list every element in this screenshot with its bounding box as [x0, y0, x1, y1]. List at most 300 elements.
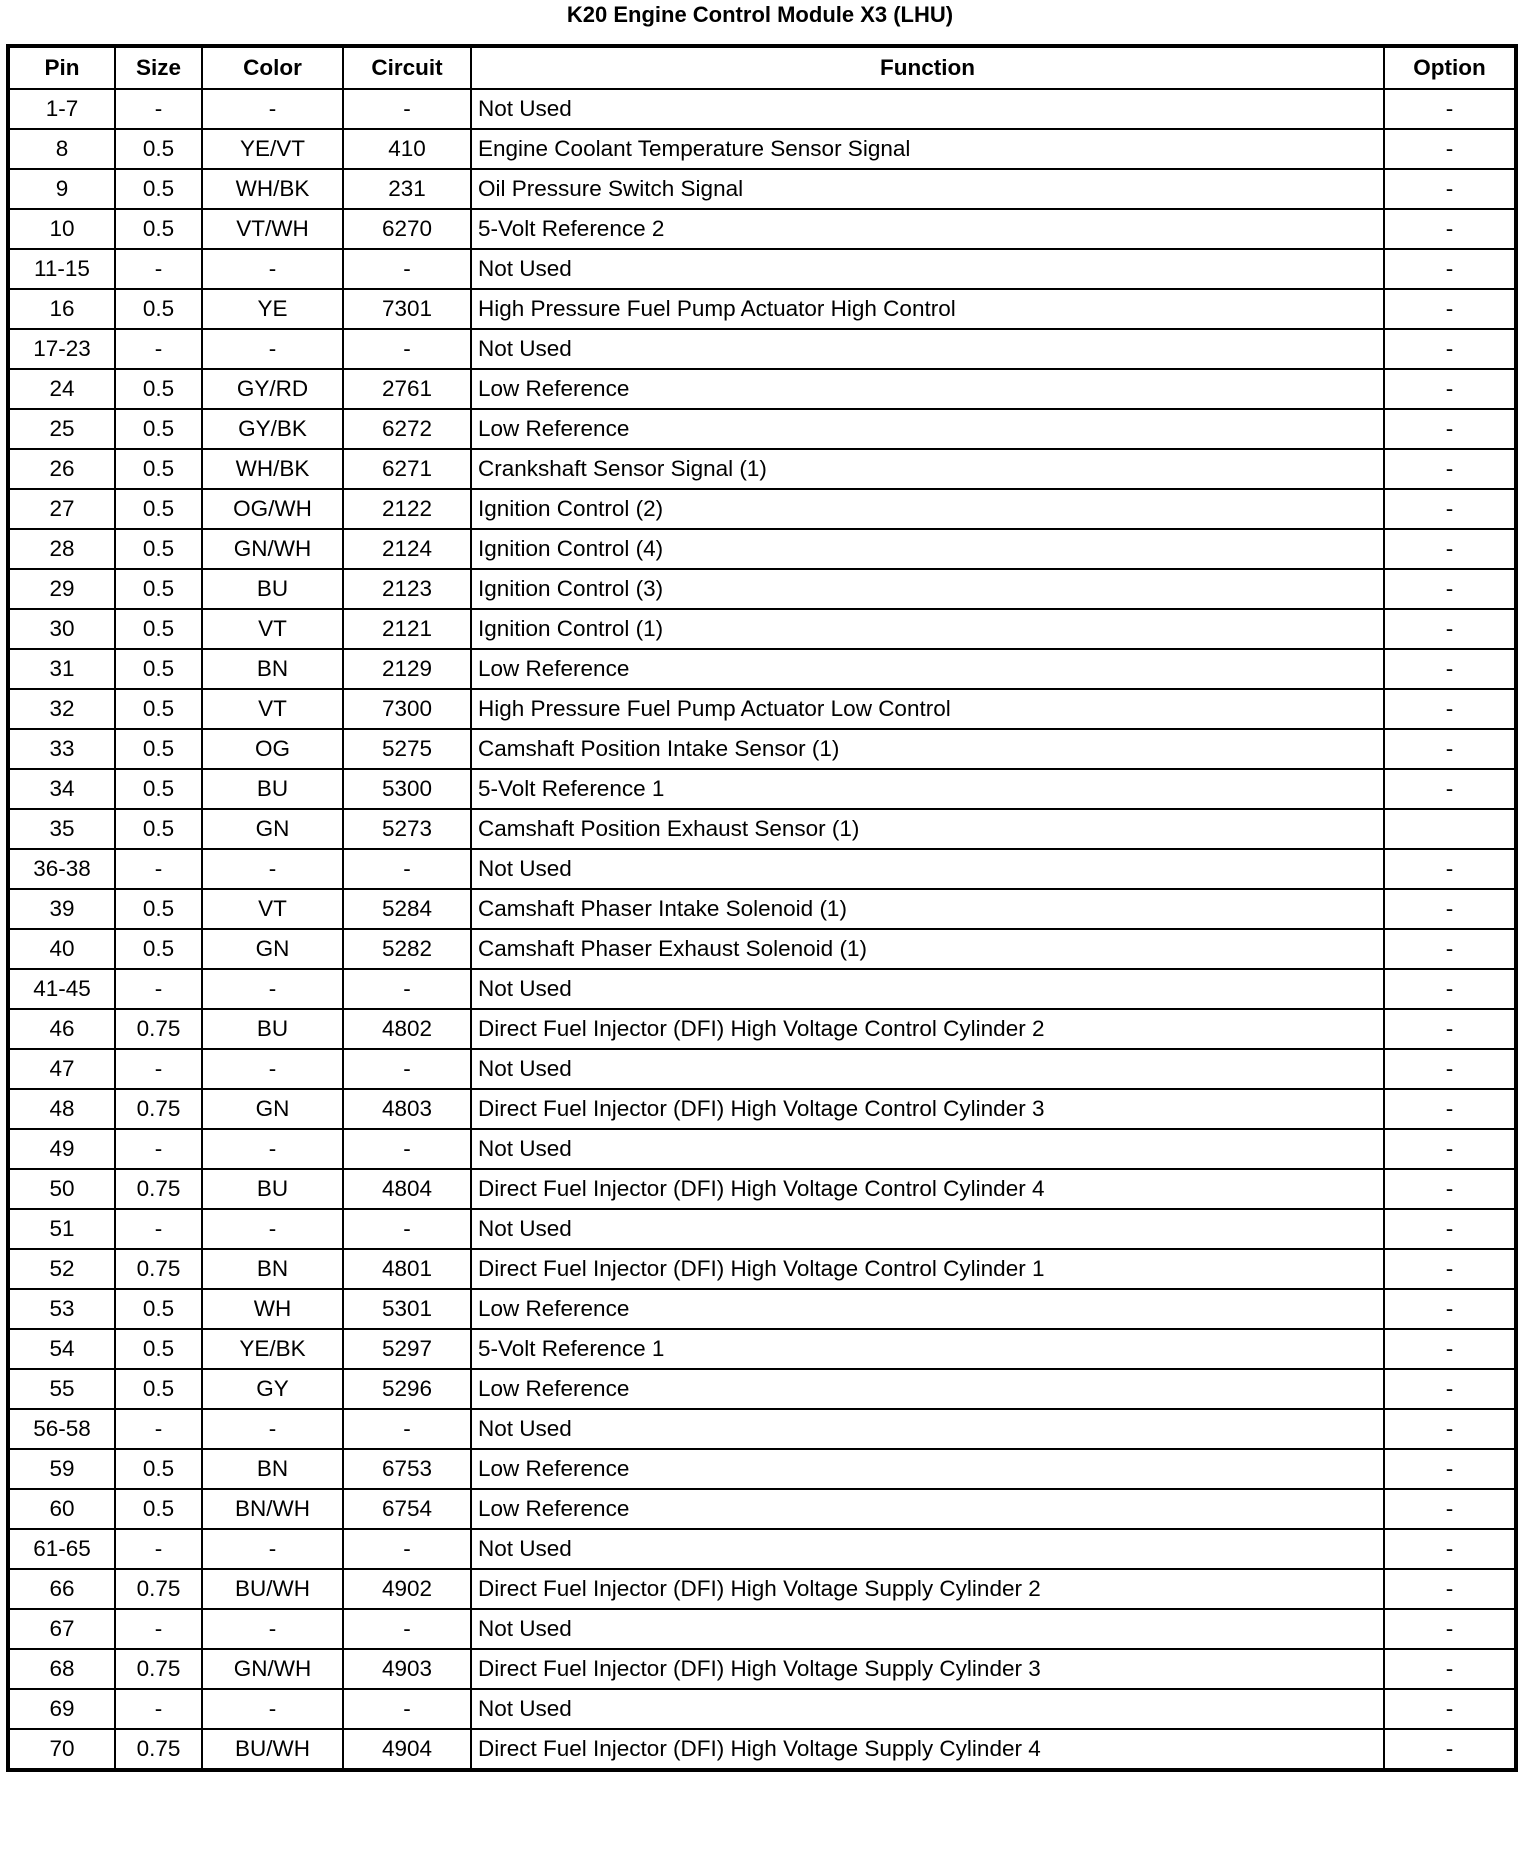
cell-size: 0.5: [115, 569, 202, 609]
cell-function: Low Reference: [471, 1289, 1384, 1329]
cell-size: 0.5: [115, 409, 202, 449]
cell-circuit: -: [343, 249, 471, 289]
cell-circuit: 6754: [343, 1489, 471, 1529]
cell-option: -: [1384, 889, 1516, 929]
cell-size: -: [115, 1049, 202, 1089]
cell-size: 0.5: [115, 769, 202, 809]
cell-function: Camshaft Phaser Intake Solenoid (1): [471, 889, 1384, 929]
cell-function: Camshaft Position Intake Sensor (1): [471, 729, 1384, 769]
cell-color: YE/VT: [202, 129, 343, 169]
cell-circuit: 4904: [343, 1729, 471, 1770]
table-row: [8, 1609, 1516, 1649]
table-row: [8, 1009, 1516, 1049]
table-row: [8, 929, 1516, 969]
cell-function: Direct Fuel Injector (DFI) High Voltage Control Cylinder 3: [471, 1089, 1384, 1129]
cell-color: BU/WH: [202, 1729, 343, 1770]
cell-function: Ignition Control (1): [471, 609, 1384, 649]
cell-size: 0.5: [115, 1329, 202, 1369]
cell-size: 0.5: [115, 1289, 202, 1329]
cell-color: GY/BK: [202, 409, 343, 449]
cell-option: -: [1384, 129, 1516, 169]
cell-size: -: [115, 1209, 202, 1249]
cell-color: WH/BK: [202, 169, 343, 209]
cell-pin: 27: [8, 489, 115, 529]
cell-color: -: [202, 1609, 343, 1649]
cell-size: 0.75: [115, 1009, 202, 1049]
cell-circuit: 4802: [343, 1009, 471, 1049]
table-row: [8, 1169, 1516, 1209]
cell-color: -: [202, 89, 343, 129]
table-row: [8, 889, 1516, 929]
cell-function: Direct Fuel Injector (DFI) High Voltage Control Cylinder 1: [471, 1249, 1384, 1289]
table-row: [8, 1089, 1516, 1129]
cell-pin: 10: [8, 209, 115, 249]
cell-circuit: -: [343, 969, 471, 1009]
cell-option: -: [1384, 1089, 1516, 1129]
cell-option: -: [1384, 529, 1516, 569]
cell-pin: 16: [8, 289, 115, 329]
table-row: [8, 1729, 1516, 1770]
cell-pin: 69: [8, 1689, 115, 1729]
cell-color: GN/WH: [202, 1649, 343, 1689]
cell-circuit: 4801: [343, 1249, 471, 1289]
table-row: [8, 249, 1516, 289]
table-row: [8, 1449, 1516, 1489]
cell-color: BN: [202, 1249, 343, 1289]
page-title: K20 Engine Control Module X3 (LHU): [566, 2, 954, 27]
cell-circuit: 4902: [343, 1569, 471, 1609]
cell-option: -: [1384, 649, 1516, 689]
cell-option: -: [1384, 209, 1516, 249]
cell-function: Not Used: [471, 1209, 1384, 1249]
table-row: [8, 689, 1516, 729]
cell-circuit: 5275: [343, 729, 471, 769]
cell-circuit: -: [343, 1689, 471, 1729]
header-function: Function: [471, 46, 1384, 89]
cell-pin: 30: [8, 609, 115, 649]
cell-option: -: [1384, 969, 1516, 1009]
cell-pin: 51: [8, 1209, 115, 1249]
cell-size: 0.5: [115, 1369, 202, 1409]
cell-pin: 52: [8, 1249, 115, 1289]
cell-option: -: [1384, 1489, 1516, 1529]
cell-function: Not Used: [471, 1129, 1384, 1169]
cell-option: -: [1384, 1329, 1516, 1369]
cell-option: [1384, 809, 1516, 849]
cell-circuit: -: [343, 329, 471, 369]
table-row: [8, 1129, 1516, 1169]
cell-color: -: [202, 1689, 343, 1729]
cell-pin: 67: [8, 1609, 115, 1649]
cell-size: -: [115, 1409, 202, 1449]
cell-size: 0.5: [115, 689, 202, 729]
cell-size: 0.75: [115, 1569, 202, 1609]
cell-color: BU: [202, 569, 343, 609]
cell-circuit: 6753: [343, 1449, 471, 1489]
cell-circuit: 2121: [343, 609, 471, 649]
cell-option: -: [1384, 929, 1516, 969]
header-option: Option: [1384, 46, 1516, 89]
cell-pin: 33: [8, 729, 115, 769]
cell-option: -: [1384, 1289, 1516, 1329]
cell-function: Ignition Control (2): [471, 489, 1384, 529]
cell-size: 0.5: [115, 209, 202, 249]
cell-color: BN: [202, 649, 343, 689]
cell-size: 0.5: [115, 289, 202, 329]
cell-function: Not Used: [471, 969, 1384, 1009]
cell-option: -: [1384, 1049, 1516, 1089]
cell-size: -: [115, 89, 202, 129]
cell-function: Not Used: [471, 89, 1384, 129]
cell-size: 0.75: [115, 1249, 202, 1289]
cell-size: 0.5: [115, 889, 202, 929]
table-row: [8, 649, 1516, 689]
cell-size: 0.75: [115, 1729, 202, 1770]
cell-option: -: [1384, 1649, 1516, 1689]
cell-circuit: -: [343, 1409, 471, 1449]
cell-size: 0.5: [115, 489, 202, 529]
cell-pin: 56-58: [8, 1409, 115, 1449]
cell-size: 0.5: [115, 809, 202, 849]
cell-circuit: 2761: [343, 369, 471, 409]
cell-size: 0.5: [115, 729, 202, 769]
cell-option: -: [1384, 1409, 1516, 1449]
cell-circuit: -: [343, 89, 471, 129]
cell-color: WH/BK: [202, 449, 343, 489]
cell-color: -: [202, 249, 343, 289]
cell-circuit: 4903: [343, 1649, 471, 1689]
table-row: [8, 1689, 1516, 1729]
cell-circuit: 5300: [343, 769, 471, 809]
cell-circuit: 7300: [343, 689, 471, 729]
cell-pin: 34: [8, 769, 115, 809]
header-size: Size: [115, 46, 202, 89]
cell-size: 0.5: [115, 929, 202, 969]
cell-function: Not Used: [471, 1049, 1384, 1089]
cell-function: Not Used: [471, 329, 1384, 369]
cell-color: YE/BK: [202, 1329, 343, 1369]
table-row: [8, 1289, 1516, 1329]
cell-size: -: [115, 969, 202, 1009]
cell-size: -: [115, 1129, 202, 1169]
cell-size: 0.5: [115, 1449, 202, 1489]
table-row: [8, 449, 1516, 489]
header-circuit: Circuit: [343, 46, 471, 89]
cell-size: -: [115, 849, 202, 889]
table-row: [8, 289, 1516, 329]
cell-pin: 55: [8, 1369, 115, 1409]
pinout-table: [6, 44, 1518, 1772]
cell-pin: 68: [8, 1649, 115, 1689]
cell-circuit: 2129: [343, 649, 471, 689]
cell-circuit: -: [343, 1209, 471, 1249]
cell-pin: 59: [8, 1449, 115, 1489]
cell-pin: 29: [8, 569, 115, 609]
cell-option: -: [1384, 1529, 1516, 1569]
cell-function: High Pressure Fuel Pump Actuator Low Control: [471, 689, 1384, 729]
cell-size: -: [115, 329, 202, 369]
table-row: [8, 1209, 1516, 1249]
cell-function: Direct Fuel Injector (DFI) High Voltage Control Cylinder 2: [471, 1009, 1384, 1049]
cell-color: VT/WH: [202, 209, 343, 249]
cell-option: -: [1384, 769, 1516, 809]
cell-size: -: [115, 1689, 202, 1729]
cell-circuit: -: [343, 849, 471, 889]
cell-color: -: [202, 1129, 343, 1169]
cell-option: -: [1384, 489, 1516, 529]
cell-color: -: [202, 969, 343, 1009]
cell-circuit: -: [343, 1129, 471, 1169]
cell-function: Low Reference: [471, 1369, 1384, 1409]
cell-pin: 50: [8, 1169, 115, 1209]
cell-size: 0.5: [115, 529, 202, 569]
table-row: [8, 609, 1516, 649]
cell-pin: 36-38: [8, 849, 115, 889]
cell-option: -: [1384, 1129, 1516, 1169]
cell-size: 0.5: [115, 609, 202, 649]
cell-option: -: [1384, 1009, 1516, 1049]
table-row: [8, 729, 1516, 769]
cell-pin: 1-7: [8, 89, 115, 129]
cell-color: BN/WH: [202, 1489, 343, 1529]
cell-function: Not Used: [471, 1409, 1384, 1449]
table-row: [8, 1369, 1516, 1409]
table-row: [8, 1329, 1516, 1369]
cell-size: 0.5: [115, 1489, 202, 1529]
cell-circuit: 2123: [343, 569, 471, 609]
cell-color: OG/WH: [202, 489, 343, 529]
cell-pin: 26: [8, 449, 115, 489]
cell-function: Ignition Control (4): [471, 529, 1384, 569]
cell-color: GY: [202, 1369, 343, 1409]
cell-function: Camshaft Phaser Exhaust Solenoid (1): [471, 929, 1384, 969]
cell-color: VT: [202, 889, 343, 929]
cell-color: GY/RD: [202, 369, 343, 409]
cell-color: BU: [202, 1009, 343, 1049]
cell-pin: 8: [8, 129, 115, 169]
table-row: [8, 809, 1516, 849]
cell-option: -: [1384, 729, 1516, 769]
cell-pin: 66: [8, 1569, 115, 1609]
cell-function: Not Used: [471, 849, 1384, 889]
cell-option: -: [1384, 1609, 1516, 1649]
cell-circuit: -: [343, 1529, 471, 1569]
cell-color: OG: [202, 729, 343, 769]
cell-option: -: [1384, 1689, 1516, 1729]
cell-function: Not Used: [471, 1689, 1384, 1729]
cell-color: GN: [202, 929, 343, 969]
table-row: [8, 209, 1516, 249]
table-row: [8, 89, 1516, 129]
table-row: [8, 849, 1516, 889]
cell-color: WH: [202, 1289, 343, 1329]
cell-circuit: 5284: [343, 889, 471, 929]
cell-pin: 46: [8, 1009, 115, 1049]
cell-circuit: 2122: [343, 489, 471, 529]
cell-color: -: [202, 1049, 343, 1089]
cell-pin: 31: [8, 649, 115, 689]
cell-option: -: [1384, 609, 1516, 649]
cell-pin: 24: [8, 369, 115, 409]
cell-pin: 25: [8, 409, 115, 449]
cell-function: Low Reference: [471, 409, 1384, 449]
table-row: [8, 489, 1516, 529]
cell-pin: 28: [8, 529, 115, 569]
cell-color: BN: [202, 1449, 343, 1489]
table-row: [8, 329, 1516, 369]
cell-size: -: [115, 249, 202, 289]
table-row: [8, 409, 1516, 449]
cell-circuit: 410: [343, 129, 471, 169]
cell-pin: 17-23: [8, 329, 115, 369]
cell-circuit: 4803: [343, 1089, 471, 1129]
table-row: [8, 969, 1516, 1009]
table-row: [8, 1649, 1516, 1689]
cell-color: -: [202, 1409, 343, 1449]
cell-option: -: [1384, 169, 1516, 209]
cell-option: -: [1384, 409, 1516, 449]
cell-color: VT: [202, 689, 343, 729]
cell-color: BU/WH: [202, 1569, 343, 1609]
table-row: [8, 529, 1516, 569]
cell-pin: 11-15: [8, 249, 115, 289]
cell-color: BU: [202, 769, 343, 809]
cell-function: Not Used: [471, 1529, 1384, 1569]
cell-option: -: [1384, 1729, 1516, 1770]
cell-color: -: [202, 329, 343, 369]
cell-option: -: [1384, 1169, 1516, 1209]
cell-size: 0.75: [115, 1169, 202, 1209]
cell-pin: 32: [8, 689, 115, 729]
cell-color: YE: [202, 289, 343, 329]
cell-pin: 9: [8, 169, 115, 209]
cell-option: -: [1384, 1569, 1516, 1609]
cell-pin: 70: [8, 1729, 115, 1770]
table-row: [8, 1569, 1516, 1609]
cell-circuit: 5273: [343, 809, 471, 849]
cell-size: 0.75: [115, 1089, 202, 1129]
cell-pin: 39: [8, 889, 115, 929]
cell-color: GN/WH: [202, 529, 343, 569]
table-row: [8, 1489, 1516, 1529]
cell-pin: 48: [8, 1089, 115, 1129]
cell-function: Oil Pressure Switch Signal: [471, 169, 1384, 209]
cell-circuit: -: [343, 1609, 471, 1649]
cell-option: -: [1384, 689, 1516, 729]
cell-pin: 49: [8, 1129, 115, 1169]
cell-color: VT: [202, 609, 343, 649]
cell-circuit: 5282: [343, 929, 471, 969]
cell-option: -: [1384, 289, 1516, 329]
cell-pin: 53: [8, 1289, 115, 1329]
cell-option: -: [1384, 1249, 1516, 1289]
cell-function: Direct Fuel Injector (DFI) High Voltage Supply Cylinder 3: [471, 1649, 1384, 1689]
cell-size: 0.5: [115, 449, 202, 489]
cell-function: Crankshaft Sensor Signal (1): [471, 449, 1384, 489]
cell-size: 0.5: [115, 169, 202, 209]
cell-size: 0.75: [115, 1649, 202, 1689]
cell-option: -: [1384, 249, 1516, 289]
cell-option: -: [1384, 329, 1516, 369]
cell-circuit: 2124: [343, 529, 471, 569]
cell-circuit: 6272: [343, 409, 471, 449]
cell-function: Ignition Control (3): [471, 569, 1384, 609]
table-row: [8, 369, 1516, 409]
cell-option: -: [1384, 369, 1516, 409]
cell-circuit: 5296: [343, 1369, 471, 1409]
table-row: [8, 1529, 1516, 1569]
cell-circuit: 4804: [343, 1169, 471, 1209]
cell-function: Not Used: [471, 1609, 1384, 1649]
table-row: [8, 1249, 1516, 1289]
cell-option: -: [1384, 849, 1516, 889]
cell-pin: 54: [8, 1329, 115, 1369]
cell-function: Direct Fuel Injector (DFI) High Voltage Control Cylinder 4: [471, 1169, 1384, 1209]
cell-color: BU: [202, 1169, 343, 1209]
header-color: Color: [202, 46, 343, 89]
cell-size: -: [115, 1609, 202, 1649]
cell-option: -: [1384, 569, 1516, 609]
cell-function: Low Reference: [471, 1489, 1384, 1529]
cell-circuit: 6271: [343, 449, 471, 489]
cell-color: -: [202, 1209, 343, 1249]
cell-size: 0.5: [115, 369, 202, 409]
cell-color: GN: [202, 809, 343, 849]
table-row: [8, 569, 1516, 609]
cell-function: Camshaft Position Exhaust Sensor (1): [471, 809, 1384, 849]
cell-pin: 60: [8, 1489, 115, 1529]
cell-option: -: [1384, 1369, 1516, 1409]
cell-color: -: [202, 1529, 343, 1569]
cell-pin: 41-45: [8, 969, 115, 1009]
cell-circuit: 5297: [343, 1329, 471, 1369]
header-row: [8, 46, 1516, 89]
cell-function: Low Reference: [471, 369, 1384, 409]
cell-function: 5-Volt Reference 1: [471, 1329, 1384, 1369]
table-row: [8, 769, 1516, 809]
header-pin: Pin: [8, 46, 115, 89]
cell-function: Direct Fuel Injector (DFI) High Voltage Supply Cylinder 4: [471, 1729, 1384, 1770]
cell-function: Low Reference: [471, 1449, 1384, 1489]
cell-circuit: 6270: [343, 209, 471, 249]
cell-option: -: [1384, 89, 1516, 129]
cell-size: -: [115, 1529, 202, 1569]
table-row: [8, 1409, 1516, 1449]
cell-pin: 61-65: [8, 1529, 115, 1569]
table-row: [8, 129, 1516, 169]
cell-size: 0.5: [115, 129, 202, 169]
cell-function: 5-Volt Reference 1: [471, 769, 1384, 809]
cell-pin: 47: [8, 1049, 115, 1089]
cell-function: Low Reference: [471, 649, 1384, 689]
cell-function: Direct Fuel Injector (DFI) High Voltage Supply Cylinder 2: [471, 1569, 1384, 1609]
cell-circuit: 5301: [343, 1289, 471, 1329]
cell-color: -: [202, 849, 343, 889]
cell-circuit: -: [343, 1049, 471, 1089]
cell-option: -: [1384, 1449, 1516, 1489]
cell-function: Not Used: [471, 249, 1384, 289]
cell-circuit: 7301: [343, 289, 471, 329]
table-row: [8, 1049, 1516, 1089]
cell-circuit: 231: [343, 169, 471, 209]
cell-function: 5-Volt Reference 2: [471, 209, 1384, 249]
table-row: [8, 169, 1516, 209]
cell-color: GN: [202, 1089, 343, 1129]
cell-pin: 40: [8, 929, 115, 969]
cell-function: High Pressure Fuel Pump Actuator High Control: [471, 289, 1384, 329]
cell-function: Engine Coolant Temperature Sensor Signal: [471, 129, 1384, 169]
cell-option: -: [1384, 1209, 1516, 1249]
